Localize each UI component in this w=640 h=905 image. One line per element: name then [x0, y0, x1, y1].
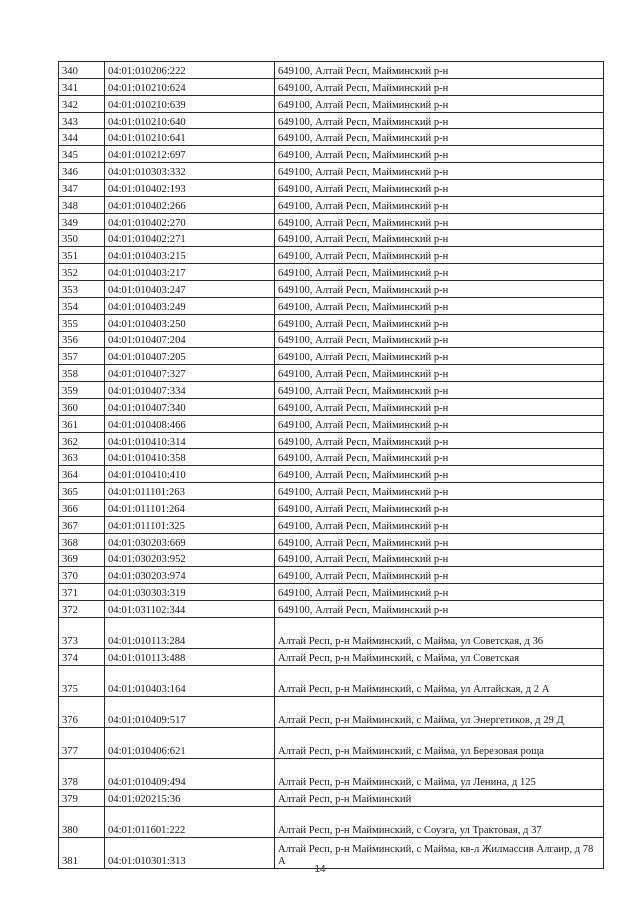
cadastral-number-cell: 04:01:010407:205 — [105, 348, 275, 365]
table-row — [59, 584, 604, 601]
table-row — [59, 297, 604, 314]
address-cell: 649100, Алтай Респ, Майминский р-н — [275, 499, 604, 516]
row-number-cell: 346 — [59, 163, 105, 180]
cadastral-number-cell: 04:01:010403:250 — [105, 314, 275, 331]
table-row — [59, 432, 604, 449]
row-number-cell: 369 — [59, 550, 105, 567]
table-row — [59, 727, 604, 758]
address-cell: 649100, Алтай Респ, Майминский р-н — [275, 365, 604, 382]
address-cell: 649100, Алтай Респ, Майминский р-н — [275, 398, 604, 415]
table-row — [59, 331, 604, 348]
cadastral-number-cell: 04:01:010407:327 — [105, 365, 275, 382]
cadastral-number-cell: 04:01:011101:264 — [105, 499, 275, 516]
table-row — [59, 499, 604, 516]
cadastral-number-cell: 04:01:010407:204 — [105, 331, 275, 348]
row-number-cell: 367 — [59, 516, 105, 533]
row-number-cell: 365 — [59, 483, 105, 500]
cadastral-number-cell: 04:01:010113:284 — [105, 617, 275, 648]
row-number-cell: 357 — [59, 348, 105, 365]
parcel-table — [58, 61, 604, 869]
table-row — [59, 550, 604, 567]
table-row — [59, 280, 604, 297]
address-cell: 649100, Алтай Респ, Майминский р-н — [275, 179, 604, 196]
row-number-cell: 353 — [59, 280, 105, 297]
address-cell: Алтай Респ, р-н Майминский — [275, 789, 604, 806]
table-row — [59, 62, 604, 79]
row-number-cell: 356 — [59, 331, 105, 348]
address-cell: 649100, Алтай Респ, Майминский р-н — [275, 516, 604, 533]
table-row — [59, 665, 604, 696]
address-cell: 649100, Алтай Респ, Майминский р-н — [275, 601, 604, 618]
parcel-table-body — [59, 62, 604, 869]
table-row — [59, 129, 604, 146]
cadastral-number-cell: 04:01:010303:332 — [105, 163, 275, 180]
row-number-cell: 378 — [59, 758, 105, 789]
row-number-cell: 370 — [59, 567, 105, 584]
row-number-cell: 361 — [59, 415, 105, 432]
table-row — [59, 78, 604, 95]
cadastral-number-cell: 04:01:010403:247 — [105, 280, 275, 297]
row-number-cell: 362 — [59, 432, 105, 449]
row-number-cell: 352 — [59, 264, 105, 281]
cadastral-number-cell: 04:01:010212:697 — [105, 146, 275, 163]
address-cell: 649100, Алтай Респ, Майминский р-н — [275, 483, 604, 500]
cadastral-number-cell: 04:01:010206:222 — [105, 62, 275, 79]
cadastral-number-cell: 04:01:010409:517 — [105, 696, 275, 727]
row-number-cell: 375 — [59, 665, 105, 696]
address-cell: 649100, Алтай Респ, Майминский р-н — [275, 280, 604, 297]
address-cell: 649100, Алтай Респ, Майминский р-н — [275, 314, 604, 331]
cadastral-number-cell: 04:01:010402:193 — [105, 179, 275, 196]
cadastral-number-cell: 04:01:011101:325 — [105, 516, 275, 533]
table-row — [59, 617, 604, 648]
address-cell: 649100, Алтай Респ, Майминский р-н — [275, 247, 604, 264]
row-number-cell: 374 — [59, 648, 105, 665]
address-cell: Алтай Респ, р-н Майминский, с Майма, ул Березовая роща — [275, 727, 604, 758]
cadastral-number-cell: 04:01:010403:249 — [105, 297, 275, 314]
cadastral-number-cell: 04:01:010402:270 — [105, 213, 275, 230]
address-cell: 649100, Алтай Респ, Майминский р-н — [275, 331, 604, 348]
row-number-cell: 351 — [59, 247, 105, 264]
table-row — [59, 95, 604, 112]
table-row — [59, 696, 604, 727]
cadastral-number-cell: 04:01:010301:313 — [105, 837, 275, 868]
cadastral-number-cell: 04:01:010210:624 — [105, 78, 275, 95]
row-number-cell: 344 — [59, 129, 105, 146]
address-cell: Алтай Респ, р-н Майминский, с Майма, ул Ленина, д 125 — [275, 758, 604, 789]
row-number-cell: 376 — [59, 696, 105, 727]
cadastral-number-cell: 04:01:030203:974 — [105, 567, 275, 584]
address-cell: 649100, Алтай Респ, Майминский р-н — [275, 550, 604, 567]
table-row — [59, 449, 604, 466]
address-cell: 649100, Алтай Респ, Майминский р-н — [275, 230, 604, 247]
address-cell: 649100, Алтай Респ, Майминский р-н — [275, 146, 604, 163]
address-cell: 649100, Алтай Респ, Майминский р-н — [275, 567, 604, 584]
table-row — [59, 483, 604, 500]
address-cell: Алтай Респ, р-н Майминский, с Майма, кв-л Жилмассив Алгаир, д 78 А — [275, 837, 604, 868]
cadastral-number-cell: 04:01:010408:466 — [105, 415, 275, 432]
cadastral-number-cell: 04:01:010113:488 — [105, 648, 275, 665]
row-number-cell: 343 — [59, 112, 105, 129]
table-row — [59, 230, 604, 247]
address-cell: 649100, Алтай Респ, Майминский р-н — [275, 163, 604, 180]
cadastral-number-cell: 04:01:010407:334 — [105, 382, 275, 399]
table-row — [59, 516, 604, 533]
address-cell: 649100, Алтай Респ, Майминский р-н — [275, 297, 604, 314]
row-number-cell: 347 — [59, 179, 105, 196]
row-number-cell: 363 — [59, 449, 105, 466]
address-cell: 649100, Алтай Респ, Майминский р-н — [275, 449, 604, 466]
address-cell: Алтай Респ, р-н Майминский, с Майма, ул Советская — [275, 648, 604, 665]
cadastral-number-cell: 04:01:010410:358 — [105, 449, 275, 466]
table-row — [59, 415, 604, 432]
address-cell: 649100, Алтай Респ, Майминский р-н — [275, 264, 604, 281]
cadastral-number-cell: 04:01:010406:621 — [105, 727, 275, 758]
cadastral-number-cell: 04:01:010210:641 — [105, 129, 275, 146]
cadastral-number-cell: 04:01:020215:36 — [105, 789, 275, 806]
address-cell: 649100, Алтай Респ, Майминский р-н — [275, 533, 604, 550]
table-row — [59, 247, 604, 264]
table-row — [59, 398, 604, 415]
row-number-cell: 355 — [59, 314, 105, 331]
table-row — [59, 196, 604, 213]
cadastral-number-cell: 04:01:010409:494 — [105, 758, 275, 789]
cadastral-number-cell: 04:01:010403:217 — [105, 264, 275, 281]
address-cell: 649100, Алтай Респ, Майминский р-н — [275, 213, 604, 230]
address-cell: 649100, Алтай Респ, Майминский р-н — [275, 112, 604, 129]
row-number-cell: 345 — [59, 146, 105, 163]
row-number-cell: 340 — [59, 62, 105, 79]
table-row — [59, 163, 604, 180]
cadastral-number-cell: 04:01:011101:263 — [105, 483, 275, 500]
cadastral-number-cell: 04:01:010407:340 — [105, 398, 275, 415]
table-row — [59, 466, 604, 483]
row-number-cell: 372 — [59, 601, 105, 618]
table-row — [59, 382, 604, 399]
table-row — [59, 567, 604, 584]
table-row — [59, 365, 604, 382]
address-cell: 649100, Алтай Респ, Майминский р-н — [275, 129, 604, 146]
table-row — [59, 789, 604, 806]
table-row — [59, 112, 604, 129]
row-number-cell: 377 — [59, 727, 105, 758]
table-row — [59, 533, 604, 550]
cadastral-number-cell: 04:01:031102:344 — [105, 601, 275, 618]
cadastral-number-cell: 04:01:010403:164 — [105, 665, 275, 696]
row-number-cell: 342 — [59, 95, 105, 112]
address-cell: 649100, Алтай Респ, Майминский р-н — [275, 382, 604, 399]
table-row — [59, 648, 604, 665]
cadastral-number-cell: 04:01:011601:222 — [105, 806, 275, 837]
address-cell: 649100, Алтай Респ, Майминский р-н — [275, 196, 604, 213]
address-cell: 649100, Алтай Респ, Майминский р-н — [275, 584, 604, 601]
row-number-cell: 379 — [59, 789, 105, 806]
row-number-cell: 381 — [59, 837, 105, 868]
row-number-cell: 360 — [59, 398, 105, 415]
table-row — [59, 146, 604, 163]
table-row — [59, 264, 604, 281]
table-row — [59, 179, 604, 196]
cadastral-number-cell: 04:01:030303:319 — [105, 584, 275, 601]
row-number-cell: 359 — [59, 382, 105, 399]
address-cell: 649100, Алтай Респ, Майминский р-н — [275, 466, 604, 483]
row-number-cell: 366 — [59, 499, 105, 516]
row-number-cell: 348 — [59, 196, 105, 213]
address-cell: 649100, Алтай Респ, Майминский р-н — [275, 348, 604, 365]
row-number-cell: 371 — [59, 584, 105, 601]
cadastral-number-cell: 04:01:010210:640 — [105, 112, 275, 129]
row-number-cell: 380 — [59, 806, 105, 837]
cadastral-number-cell: 04:01:010402:266 — [105, 196, 275, 213]
cadastral-number-cell: 04:01:030203:952 — [105, 550, 275, 567]
cadastral-number-cell: 04:01:010210:639 — [105, 95, 275, 112]
page-number: 14 — [314, 864, 326, 875]
cadastral-number-cell: 04:01:010410:314 — [105, 432, 275, 449]
address-cell: Алтай Респ, р-н Майминский, с Майма, ул Алтайская, д 2 А — [275, 665, 604, 696]
row-number-cell: 354 — [59, 297, 105, 314]
address-cell: 649100, Алтай Респ, Майминский р-н — [275, 415, 604, 432]
address-cell: 649100, Алтай Респ, Майминский р-н — [275, 62, 604, 79]
table-row — [59, 806, 604, 837]
cadastral-number-cell: 04:01:030203:669 — [105, 533, 275, 550]
row-number-cell: 358 — [59, 365, 105, 382]
table-row — [59, 314, 604, 331]
address-cell: 649100, Алтай Респ, Майминский р-н — [275, 78, 604, 95]
cadastral-number-cell: 04:01:010410:410 — [105, 466, 275, 483]
table-row — [59, 758, 604, 789]
row-number-cell: 350 — [59, 230, 105, 247]
address-cell: Алтай Респ, р-н Майминский, с Майма, ул Советская, д 36 — [275, 617, 604, 648]
row-number-cell: 364 — [59, 466, 105, 483]
address-cell: 649100, Алтай Респ, Майминский р-н — [275, 432, 604, 449]
table-row — [59, 213, 604, 230]
cadastral-number-cell: 04:01:010402:271 — [105, 230, 275, 247]
row-number-cell: 373 — [59, 617, 105, 648]
table-row — [59, 601, 604, 618]
table-row — [59, 348, 604, 365]
address-cell: Алтай Респ, р-н Майминский, с Майма, ул Энергетиков, д 29 Д — [275, 696, 604, 727]
row-number-cell: 368 — [59, 533, 105, 550]
address-cell: Алтай Респ, р-н Майминский, с Соузга, ул Трактовая, д 37 — [275, 806, 604, 837]
cadastral-number-cell: 04:01:010403:215 — [105, 247, 275, 264]
row-number-cell: 341 — [59, 78, 105, 95]
address-cell: 649100, Алтай Респ, Майминский р-н — [275, 95, 604, 112]
row-number-cell: 349 — [59, 213, 105, 230]
